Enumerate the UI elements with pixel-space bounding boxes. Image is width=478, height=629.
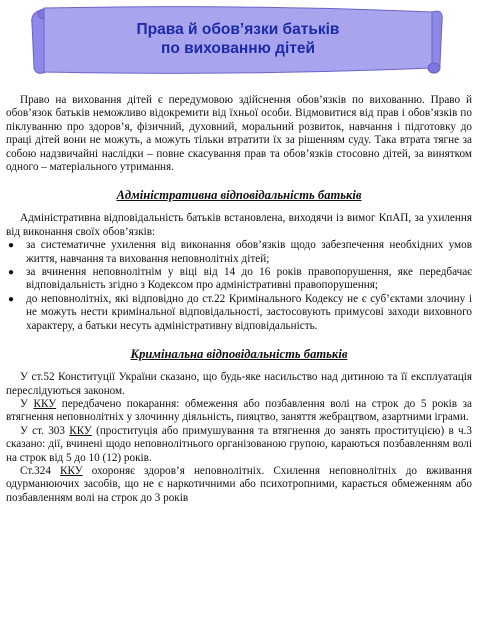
text-span: передбачено покарання: обмеження або позбавлення волі на строк до 5 років за втягнення неповнолітніх у злочинну діяльність, пияцтво, заняття жебрацтвом, азартними іграми. <box>6 397 473 424</box>
text-span: охороняє здоров’я неповнолітніх. Схилення неповнолітніх до вживання одурманюючих засобів, що не є наркотичними або психотропними, карається обмеженням або позбавленням волі на строк до 3 років <box>6 464 472 504</box>
text-span: (проституція або примушування та втягнення до занять проституцією) в ч.3 сказано: дії, вчинені щодо неповнолітнього організованою групою, караються позбавленням волі на строк від 5 до 10 (12) років. <box>6 424 472 464</box>
criminal-paragraph-1: У ст.52 Конституції України сказано, що будь-яке насильство над дитиною та її експлуатація переслідуються законом. <box>6 371 472 397</box>
page-title <box>68 20 408 58</box>
list-item-text: до неповнолітніх, які відповідно до ст.22 Кримінального Кодексу не є суб’єктами злочину і не можуть нести кримінальної відповідальності, застосовують примусові заходи виховного характеру, а батьки несуть адміністративну відповідальність. <box>26 292 472 332</box>
title-banner <box>28 2 448 80</box>
text-span: У <box>20 397 34 410</box>
list-item <box>6 293 472 333</box>
bullet-icon: ● <box>8 240 15 252</box>
kku-abbreviation: ККУ <box>33 397 57 410</box>
list-item-text: за систематичне ухилення від виконання обов’язків щодо забезпечення необхідних умов життя, навчання та виховання неповнолітніх дітей; <box>26 239 472 265</box>
title-line-1: Права й обов’язки батьків <box>136 21 340 38</box>
admin-list <box>6 239 472 333</box>
list-item <box>6 239 472 266</box>
kku-abbreviation: ККУ <box>69 424 92 437</box>
intro-paragraph: Право на виховання дітей є передумовою здійснення обов’язків по вихованню. Право й обов’язок батьків неможливо відокремити від їхньої особи. Відмовитися від прав і обов’язків по піклуванню про здоров’я, фізичний, духовний, моральний розвиток, навчання і підготовку до праці дітей вони не можуть, а можуть тільки втратити їх за рішенням суду. Така втрата тягне за собою надзвичайні наслідки – повне скасування прав та обов’язків стосовно дітей, за винятком одного – матеріального утримання. <box>6 94 472 174</box>
criminal-paragraph-2 <box>6 398 472 425</box>
admin-lead-paragraph: Адміністративна відповідальність батьків встановлена, виходячи із вимог КпАП, за ухилення від виконання своїх обов’язків: <box>6 212 472 238</box>
kku-abbreviation: ККУ <box>60 464 83 477</box>
bullet-icon: ● <box>8 267 15 279</box>
criminal-heading: Кримінальна відповідальність батьків <box>130 347 348 362</box>
bullet-icon: ● <box>8 293 15 305</box>
criminal-paragraph-4 <box>6 465 472 505</box>
document-body <box>6 94 472 505</box>
criminal-paragraph-3 <box>6 425 472 465</box>
list-item <box>6 266 472 293</box>
admin-heading: Адміністративна відповідальність батьків <box>116 188 362 203</box>
title-line-2: по вихованню дітей <box>161 40 315 57</box>
text-span: У ст. 303 <box>20 424 70 437</box>
list-item-text: за вчинення неповнолітнім у віці від 14 до 16 років правопорушення, яке передбачає відповідальність згідно з Кодексом про адміністративні правопорушення; <box>26 266 472 292</box>
text-span: Ст.324 <box>20 464 61 477</box>
